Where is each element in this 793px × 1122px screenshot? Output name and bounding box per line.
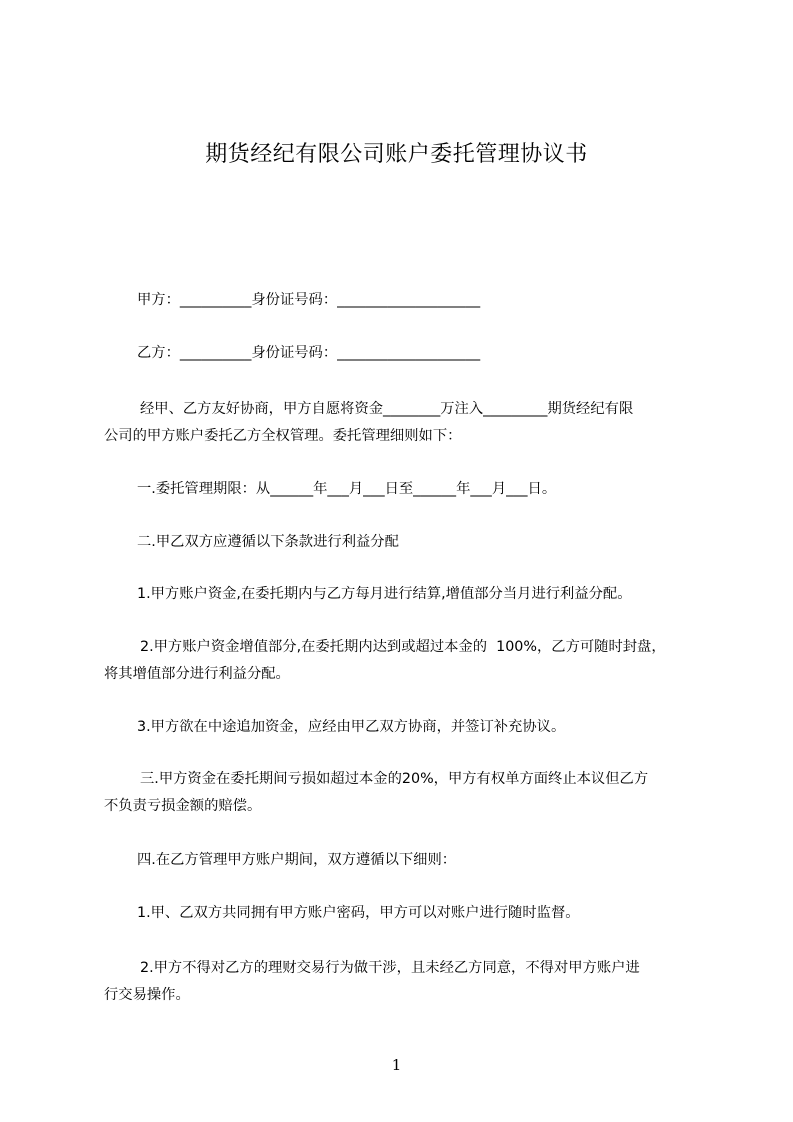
intro-line-1: 经甲、乙方友好协商，甲方自愿将资金________万注入_________期货经纪有限 (140, 401, 634, 417)
party-a-line: 甲方：__________身份证号码：____________________ (137, 292, 481, 308)
clause-4-item-2-line-2: 行交易操作。 (104, 987, 190, 1003)
intro-line-2: 公司的甲方账户委托乙方全权管理。委托管理细则如下： (104, 428, 462, 444)
intro-paragraph (104, 396, 714, 450)
clause-2-heading: 二.甲乙双方应遵循以下条款进行利益分配 (137, 534, 399, 550)
party-b-line: 乙方：__________身份证号码：____________________ (137, 345, 481, 361)
clause-2-item-2 (104, 634, 714, 688)
clause-2-item-2-line-1: 2.甲方账户资金增值部分,在委托期内达到或超过本金的 100%，乙方可随时封盘， (140, 639, 666, 655)
clause-1: 一.委托管理期限：从______年___月___日至______年___月___日。 (137, 481, 557, 497)
clause-3-line-1: 三.甲方资金在委托期间亏损如超过本金的20%，甲方有权单方面终止本议但乙方 (140, 771, 649, 787)
clause-2-item-2-line-2: 将其增值部分进行利益分配。 (104, 666, 290, 682)
document-title: 期货经纪有限公司账户委托管理协议书 (205, 142, 588, 167)
clause-4-item-2 (104, 955, 714, 1009)
clause-4-heading: 四.在乙方管理甲方账户期间，双方遵循以下细则： (137, 852, 457, 868)
clause-2-item-3: 3.甲方欲在中途追加资金，应经由甲乙双方协商，并签订补充协议。 (137, 719, 566, 735)
clause-2-item-1: 1.甲方账户资金,在委托期内与乙方每月进行结算,增值部分当月进行利益分配。 (137, 586, 632, 602)
clause-4-item-1: 1.甲、乙双方共同拥有甲方账户密码，甲方可以对账户进行随时监督。 (137, 905, 580, 921)
clause-4-item-2-line-1: 2.甲方不得对乙方的理财交易行为做干涉，且未经乙方同意，不得对甲方账户进 (140, 960, 640, 976)
page-number: 1 (391, 1056, 402, 1074)
clause-3-line-2: 不负责亏损金额的赔偿。 (104, 798, 262, 814)
clause-3 (104, 766, 714, 820)
